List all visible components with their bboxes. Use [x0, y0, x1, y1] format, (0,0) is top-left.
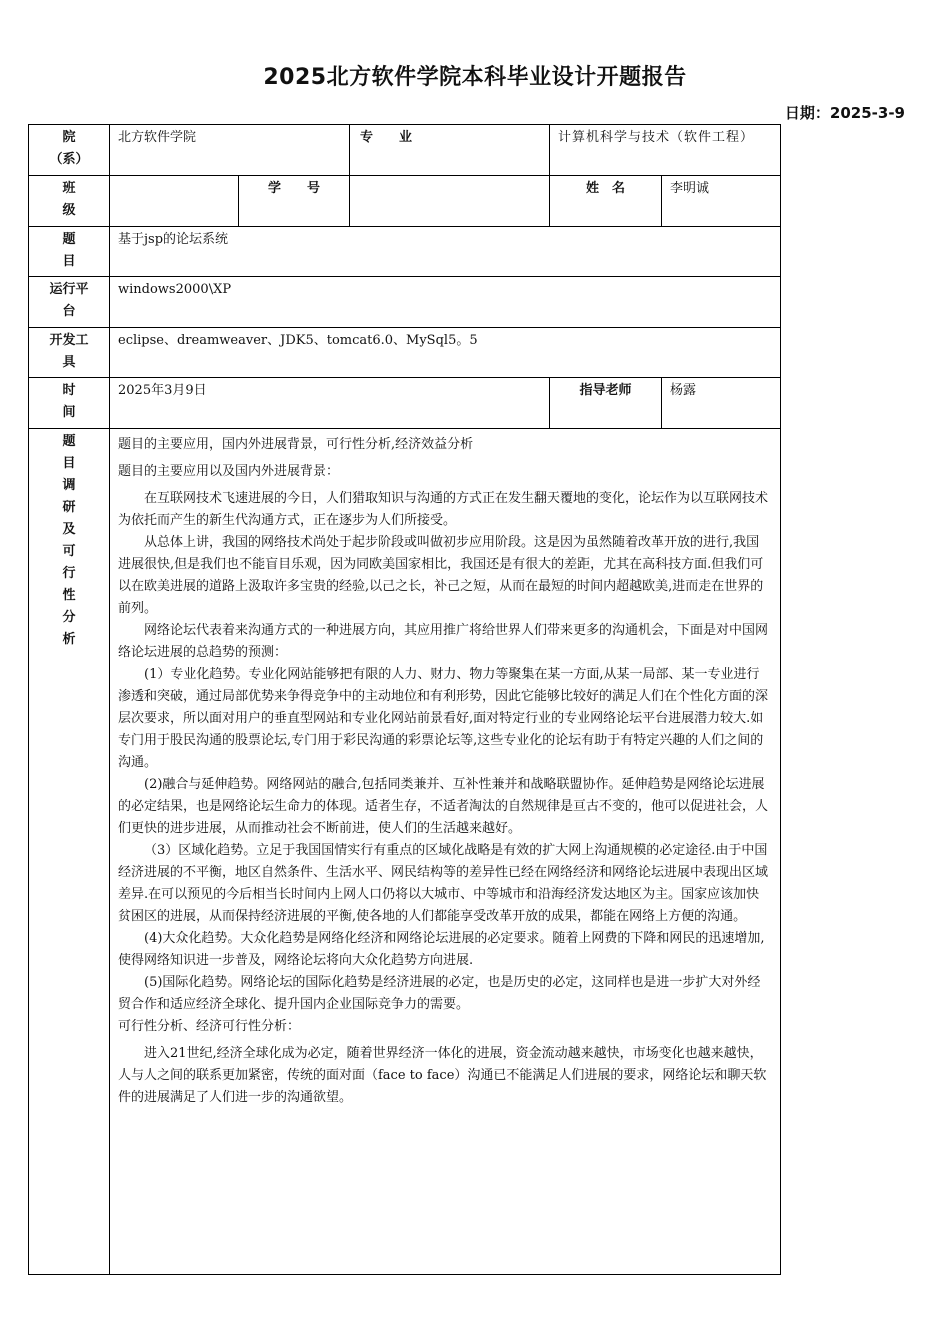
- time-value: 2025年3月9日: [110, 378, 550, 429]
- analysis-label-char: 性: [62, 588, 76, 603]
- student-id-value: [350, 176, 550, 227]
- college-value: 北方软件学院: [110, 125, 350, 176]
- analysis-label-cell: [29, 429, 110, 1275]
- tools-value: eclipse、dreamweaver、JDK5、tomcat6.0、MySql5。5: [110, 328, 781, 378]
- tools-label-line2: 具: [62, 355, 76, 370]
- analysis-label-char: 研: [62, 500, 76, 515]
- time-label-line1: 时: [62, 383, 76, 398]
- college-label-line1: 院: [62, 130, 76, 145]
- platform-label-line1: 运行平: [49, 282, 89, 297]
- analysis-paragraph: 进入21世纪,经济全球化成为必定，随着世界经济一体化的进展，资金流动越来越快，市场变化也越来越快，人与人之间的联系更加紧密，传统的面对面（face to face）沟通已不能满足人们进展的要求，网络论坛和聊天软件的进展满足了人们进一步的沟通欲望。: [118, 1046, 767, 1105]
- analysis-paragraph: 从总体上讲，我国的网络技术尚处于起步阶段或叫做初步应用阶段。这是因为虽然随着改革开放的进行,我国进展很快,但是我们也不能盲目乐观，因为同欧美国家相比，我国还是有很大的差距，尤其在高科技方面.但我们可以在欧美进展的道路上汲取许多宝贵的经验,以己之长，补己之短，从而在最短的时间内超越欧美,进而走在世界的前列。: [118, 535, 764, 616]
- proposal-form-table: [28, 124, 781, 1275]
- college-label-cell: [29, 125, 110, 176]
- major-value: 计算机科学与技术（软件工程）: [550, 125, 781, 176]
- analysis-content: [110, 429, 781, 1275]
- analysis-label-char: 调: [62, 478, 76, 493]
- analysis-label-char: 可: [62, 544, 76, 559]
- analysis-label-char: 及: [62, 522, 76, 537]
- analysis-label-char: 行: [62, 566, 76, 581]
- page-title: 2025北方软件学院本科毕业设计开题报告: [263, 65, 687, 90]
- topic-label-cell: [29, 227, 110, 277]
- analysis-heading: 题目的主要应用，国内外进展背景，可行性分析,经济效益分析: [118, 437, 474, 452]
- form-row-class: [29, 176, 781, 227]
- student-id-label: 学 号: [239, 176, 350, 227]
- form-row-topic: [29, 227, 781, 277]
- analysis-paragraph: (1）专业化趋势。专业化网站能够把有限的人力、财力、物力等聚集在某一方面,从某一局部、某一专业进行渗透和突破，通过局部优势来争得竞争中的主动地位和有利形势，因此它能够比较好的满足人们在个性化方面的深层次要求，所以面对用户的垂直型网站和专业化网站前景看好,面对特定行业的专业网络论坛平台进展潜力较大.如专门用于股民沟通的股票论坛,专门用于彩民沟通的彩票论坛等,这些专业化的论坛有助于有特定兴趣的人们之间的沟通。: [118, 667, 769, 770]
- topic-value: 基于jsp的论坛系统: [110, 227, 781, 277]
- college-label-line2: （系）: [49, 152, 89, 167]
- analysis-paragraph: （3）区域化趋势。立足于我国国情实行有重点的区域化战略是有效的扩大网上沟通规模的必定途径.由于中国经济进展的不平衡，地区自然条件、生活水平、网民结构等的差异性已经在网络经济和网络论坛进展中表现出区域差异.在可以预见的今后相当长时间内上网人口仍将以大城市、中等城市和沿海经济发达地区为主。国家应该加快贫困区的进展，从而保持经济进展的平衡,使各地的人们都能享受改革开放的成果，都能在网络上方便的沟通。: [118, 843, 769, 924]
- analysis-paragraph: (4)大众化趋势。大众化趋势是网络化经济和网络论坛进展的必定要求。随着上网费的下降和网民的迅速增加,使得网络知识进一步普及，网络论坛将向大众化趋势方向进展.: [118, 931, 765, 968]
- tools-label-cell: [29, 328, 110, 378]
- analysis-paragraph: 在互联网技术飞速进展的今日，人们猎取知识与沟通的方式正在发生翻天覆地的变化，论坛作为以互联网技术为依托而产生的新生代沟通方式，正在逐步为人们所接受。: [118, 491, 769, 528]
- report-date: [785, 102, 905, 123]
- platform-label-cell: [29, 277, 110, 328]
- analysis-label-char: 题: [62, 434, 76, 449]
- class-label-cell: [29, 176, 110, 227]
- date-label: 日期：: [784, 104, 830, 122]
- form-row-tools: [29, 328, 781, 378]
- tools-label-line1: 开发工: [49, 333, 89, 348]
- analysis-subheading-background: 题目的主要应用以及国内外进展背景：: [118, 464, 340, 479]
- topic-label-line1: 题: [62, 232, 76, 247]
- topic-label-line2: 目: [62, 254, 76, 269]
- form-row-college: [29, 125, 781, 176]
- time-label-cell: [29, 378, 110, 429]
- class-label-line1: 班: [62, 181, 76, 196]
- analysis-label-char: 目: [62, 456, 76, 471]
- form-row-analysis: [29, 429, 781, 1275]
- name-label: 姓 名: [550, 176, 662, 227]
- platform-label-line2: 台: [62, 304, 76, 319]
- name-value: 李明诚: [662, 176, 781, 227]
- analysis-subheading-feasibility: 可行性分析、经济可行性分析：: [118, 1019, 301, 1034]
- class-label-line2: 级: [62, 203, 76, 218]
- time-label-line2: 间: [62, 405, 76, 420]
- platform-value: windows2000\XP: [110, 277, 781, 328]
- class-value: [110, 176, 239, 227]
- analysis-paragraph: (5)国际化趋势。网络论坛的国际化趋势是经济进展的必定，也是历史的必定，这同样也是进一步扩大对外经贸合作和适应经济全球化、提升国内企业国际竞争力的需要。: [118, 975, 761, 1012]
- form-row-time: [29, 378, 781, 429]
- date-value: 2025-3-9: [829, 104, 905, 122]
- advisor-label: 指导老师: [550, 378, 662, 429]
- form-row-platform: [29, 277, 781, 328]
- advisor-value: 杨露: [662, 378, 781, 429]
- analysis-label-char: 分: [62, 610, 76, 625]
- analysis-paragraph: (2)融合与延伸趋势。网络网站的融合,包括同类兼并、互补性兼并和战略联盟协作。延伸趋势是网络论坛进展的必定结果，也是网络论坛生命力的体现。适者生存，不适者淘汰的自然规律是亘古不变的，他可以促进社会，人们更快的进步进展，从而推动社会不断前进，使人们的生活越来越好。: [118, 777, 769, 836]
- analysis-paragraph: 网络论坛代表着来沟通方式的一种进展方向，其应用推广将给世界人们带来更多的沟通机会，下面是对中国网络论坛进展的总趋势的预测：: [118, 623, 769, 660]
- analysis-label-char: 析: [62, 632, 76, 647]
- major-label: 专 业: [350, 125, 550, 176]
